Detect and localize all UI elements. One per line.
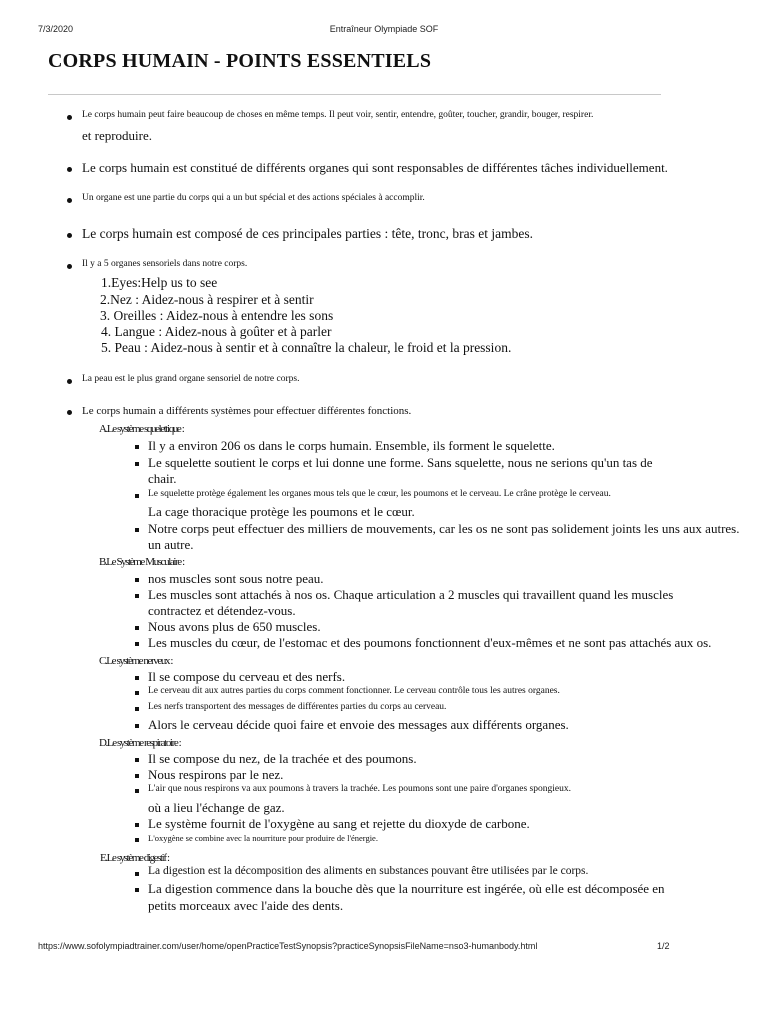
list-item-continuation: où a lieu l'échange de gaz. xyxy=(148,800,285,815)
print-site-title: Entraîneur Olympiade SOF xyxy=(329,24,439,34)
list-item: Il y a environ 206 os dans le corps humain. Ensemble, ils forment le squelette. xyxy=(148,438,555,453)
list-item: Le squelette soutient le corps et lui donne une forme. Sans squelette, nous ne serions qu'un tas de xyxy=(148,455,653,470)
list-item: Les nerfs transportent des messages de différentes parties du corps au cerveau. xyxy=(148,702,447,712)
sense-item: 3. Oreilles : Aidez-nous à entendre les sons xyxy=(100,308,334,323)
bullet-systems: Le corps humain a différents systèmes pour effectuer différentes fonctions. xyxy=(82,405,412,417)
print-url: https://www.sofolympiadtrainer.com/user/home/openPracticeTestSynopsis?practiceSynopsisFileName=nso3-humanbody.html xyxy=(38,941,538,951)
list-item: Alors le cerveau décide quoi faire et envoie des messages aux différents organes. xyxy=(148,717,569,732)
bullet-organs: Le corps humain est constitué de différents organes qui sont responsables de différentes tâches individuellement. xyxy=(82,160,668,175)
section-label: D.Le système respiratoire : xyxy=(99,737,181,749)
bullet-body-abilities: Le corps humain peut faire beaucoup de choses en même temps. Il peut voir, sentir, entendre, goûter, toucher, grandir, bouger, respirer. xyxy=(82,110,594,120)
list-item: Le cerveau dit aux autres parties du corps comment fonctionner. Le cerveau contrôle tous les autres organes. xyxy=(148,686,560,696)
section-muscular xyxy=(99,554,184,569)
bullet-sense-organs: Il y a 5 organes sensoriels dans notre corps. xyxy=(82,259,248,269)
list-item: Le squelette protège également les organes mous tels que le cœur, les poumons et le cerveau. Le crâne protège le cerveau. xyxy=(148,489,611,499)
section-label: B.Le Système Musculaire : xyxy=(99,556,184,568)
list-item-continuation: chair. xyxy=(148,471,177,486)
print-date: 7/3/2020 xyxy=(38,24,74,34)
page-number: 1/2 xyxy=(657,941,670,951)
list-item: Les muscles sont attachés à nos os. Chaque articulation a 2 muscles qui travaillent quand les muscles xyxy=(148,587,674,602)
list-item: Il se compose du nez, de la trachée et des poumons. xyxy=(148,751,417,766)
list-item: La digestion commence dans la bouche dès que la nourriture est ingérée, où elle est décomposée en xyxy=(148,881,665,896)
list-item-continuation: La cage thoracique protège les poumons et le cœur. xyxy=(148,504,415,519)
section-nervous xyxy=(99,653,172,668)
bullet-continuation: et reproduire. xyxy=(82,128,153,143)
list-item: Les muscles du cœur, de l'estomac et des poumons fonctionnent d'eux-mêmes et ne sont pas attachés aux os. xyxy=(148,635,712,650)
sense-item: 1.Eyes:Help us to see xyxy=(101,275,218,290)
section-label: E.Le système digestif : xyxy=(100,852,169,864)
list-item: Notre corps peut effectuer des milliers de mouvements, car les os ne sont pas solidement joints les uns aux autres. xyxy=(148,521,740,536)
bullet-organ-definition: Un organe est une partie du corps qui a un but spécial et des actions spéciales à accomplir. xyxy=(82,193,425,203)
print-header xyxy=(0,24,768,38)
section-digestive xyxy=(100,850,169,865)
section-label: A.Le système squelettique : xyxy=(99,423,184,435)
page-title: CORPS HUMAIN - POINTS ESSENTIELS xyxy=(48,50,432,72)
list-item: Nous avons plus de 650 muscles. xyxy=(148,619,321,634)
list-item: La digestion est la décomposition des aliments en substances pouvant être utilisées par le corps. xyxy=(148,865,589,877)
list-item: Le système fournit de l'oxygène au sang et rejette du dioxyde de carbone. xyxy=(148,816,530,831)
list-item-continuation: un autre. xyxy=(148,537,194,552)
print-footer xyxy=(0,941,768,955)
list-item: Il se compose du cerveau et des nerfs. xyxy=(148,669,346,684)
section-respiratory xyxy=(99,735,180,750)
list-item: L'oxygène se combine avec la nourriture pour produire de l'énergie. xyxy=(148,833,378,843)
sense-item: 4. Langue : Aidez-nous à goûter et à parler xyxy=(101,324,332,339)
sense-item: 2.Nez : Aidez-nous à respirer et à sentir xyxy=(100,292,314,307)
list-item: Nous respirons par le nez. xyxy=(148,767,284,782)
section-skeletal xyxy=(99,421,183,436)
section-label: C.Le système nerveux : xyxy=(99,655,173,667)
list-item-continuation: contractez et détendez-vous. xyxy=(148,603,296,618)
list-item-continuation: petits morceaux avec l'aide des dents. xyxy=(148,898,344,913)
list-item: nos muscles sont sous notre peau. xyxy=(148,571,324,586)
divider xyxy=(48,94,661,95)
list-item: L'air que nous respirons va aux poumons à travers la trachée. Les poumons sont une paire d'organes spongieux. xyxy=(148,784,571,794)
bullet-skin: La peau est le plus grand organe sensoriel de notre corps. xyxy=(82,374,300,384)
sense-item: 5. Peau : Aidez-nous à sentir et à connaître la chaleur, le froid et la pression. xyxy=(101,340,512,355)
bullet-body-parts: Le corps humain est composé de ces principales parties : tête, tronc, bras et jambes. xyxy=(82,226,533,241)
